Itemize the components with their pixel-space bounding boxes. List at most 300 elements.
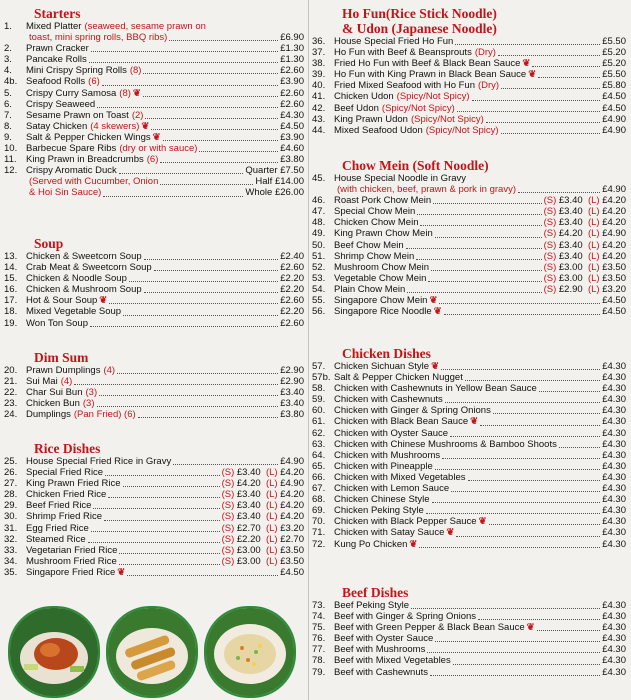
dot-leader <box>89 62 278 63</box>
section-title: Starters <box>34 6 81 21</box>
item-number: 11. <box>4 154 17 166</box>
item-number: 79. <box>312 666 326 678</box>
menu-item <box>312 372 626 383</box>
menu-item <box>4 143 304 154</box>
item-name: Kung Po Chicken <box>334 538 408 550</box>
menu-item <box>4 478 304 489</box>
dot-leader <box>108 497 219 498</box>
menu-item <box>312 405 626 416</box>
small-price: £3.40 <box>236 500 261 512</box>
section-title: Chow Mein (Soft Noodle) <box>342 158 489 173</box>
item-price: £4.30 <box>602 405 626 417</box>
large-label: (L) <box>265 511 278 523</box>
dot-leader <box>119 564 220 565</box>
dot-leader <box>426 513 600 514</box>
item-price: £2.90 <box>280 376 304 388</box>
item-number: 10. <box>4 143 18 155</box>
menu-item <box>312 173 626 184</box>
item-price: £4.50 <box>602 306 626 318</box>
item-name: Chicken with Chinese Mushrooms & Bamboo Shoots <box>334 438 557 450</box>
menu-item <box>312 461 626 472</box>
item-number: 78. <box>312 655 326 667</box>
dot-leader <box>539 391 600 392</box>
menu-item <box>312 472 626 483</box>
dot-leader <box>119 553 219 554</box>
item-note: (4 skewers) <box>90 120 140 132</box>
dot-leader <box>420 225 541 226</box>
chili-icon: ❦ <box>522 58 531 70</box>
small-label: (S) <box>543 283 557 295</box>
dot-leader <box>441 369 600 370</box>
dot-leader <box>123 486 220 487</box>
item-price: £2.20 <box>280 284 304 296</box>
menu-item <box>312 450 626 461</box>
large-price: £4.20 <box>280 467 304 479</box>
chili-icon: ❦ <box>152 131 161 143</box>
item-name: Mushroom Chow Mein <box>334 261 430 273</box>
menu-item <box>4 284 304 295</box>
item-price: £4.30 <box>602 655 626 667</box>
item-price: £4.30 <box>602 483 626 495</box>
dot-leader <box>430 675 600 676</box>
column-divider <box>308 0 309 700</box>
large-label: (L) <box>265 533 278 545</box>
item-price: £4.50 <box>602 295 626 307</box>
dot-leader <box>455 44 600 45</box>
size-prices <box>544 217 626 228</box>
chili-icon: ❦ <box>528 69 537 81</box>
item-price: £4.30 <box>602 438 626 450</box>
small-price: £3.00 <box>558 261 583 273</box>
dot-leader <box>427 652 600 653</box>
dot-leader <box>489 524 601 525</box>
menu-item <box>4 295 304 306</box>
menu-item <box>312 58 626 69</box>
item-name: Singapore Fried Rice <box>26 566 116 578</box>
item-price: £2.60 <box>280 295 304 307</box>
menu-item <box>4 132 304 143</box>
large-price: £4.20 <box>602 195 626 207</box>
item-note: (3) <box>82 398 95 410</box>
dot-leader <box>173 464 278 465</box>
item-price: £4.30 <box>602 611 626 623</box>
chili-icon: ❦ <box>99 295 108 307</box>
menu-item <box>4 65 304 76</box>
item-price: £4.90 <box>280 456 304 467</box>
item-price: £4.30 <box>602 394 626 406</box>
dot-leader <box>480 425 600 426</box>
menu-item <box>312 47 626 58</box>
item-name: Singapore Rice Noodle <box>334 306 432 318</box>
item-note: (6) <box>146 154 159 166</box>
item-number: 73. <box>312 600 326 611</box>
item-name: Steamed Rice <box>26 533 86 545</box>
item-number: 4. <box>4 65 12 77</box>
item-name: Chicken with Mixed Vegetables <box>334 471 466 483</box>
size-prices <box>544 240 626 251</box>
small-price: £3.40 <box>558 195 583 207</box>
menu-item <box>312 69 626 80</box>
item-name: Fried Mixed Seafood with Ho Fun <box>334 80 475 92</box>
chili-icon: ❦ <box>526 622 535 634</box>
item-name: Won Ton Soup <box>26 317 88 329</box>
dot-leader <box>468 480 601 481</box>
size-prices <box>222 545 304 556</box>
item-name: Beef Fried Rice <box>26 500 92 512</box>
item-number: 55. <box>312 295 326 307</box>
item-price: £5.50 <box>602 36 626 47</box>
item-name: Chicken Sichuan Style <box>334 361 430 372</box>
item-name: Beef with Green Pepper & Black Bean Sauce <box>334 622 525 634</box>
item-name: Vegetable Chow Mein <box>334 272 427 284</box>
item-number: 49. <box>312 228 326 240</box>
item-number: 43. <box>312 113 326 125</box>
item-price: £4.30 <box>602 600 626 611</box>
section-title: Ho Fun(Rice Stick Noodle) <box>342 6 497 21</box>
item-number: 4b. <box>4 76 18 88</box>
item-price: £4.30 <box>602 460 626 472</box>
item-price: £5.50 <box>602 69 626 81</box>
item-number: 35. <box>4 566 18 578</box>
large-label: (L) <box>265 544 278 556</box>
item-name: Crispy Aromatic Duck <box>26 165 117 177</box>
dot-leader <box>199 151 278 152</box>
item-note: (Spicy/Not Spicy) <box>396 91 470 103</box>
item-price: £4.30 <box>602 449 626 461</box>
item-number: 8. <box>4 120 12 132</box>
item-number: 37. <box>312 47 326 59</box>
item-name: Hot & Sour Soup <box>26 295 98 307</box>
small-price: £4.20 <box>558 228 583 240</box>
dot-leader <box>559 447 600 448</box>
item-price: £3.90 <box>280 131 304 143</box>
item-price: £5.20 <box>602 58 626 70</box>
menu-section <box>4 236 304 329</box>
menu-item <box>4 176 304 187</box>
large-price: £4.20 <box>280 500 304 512</box>
item-price: Whole £26.00 <box>245 187 304 199</box>
item-note: (Served with Cucumber, Onion <box>29 176 159 188</box>
item-name: King Prawn Fried Rice <box>26 478 121 490</box>
menu-item <box>4 500 304 511</box>
small-price: £4.20 <box>236 478 261 490</box>
dot-leader <box>532 66 600 67</box>
large-label: (L) <box>587 206 600 218</box>
menu-item <box>312 644 626 655</box>
item-number: 59. <box>312 394 326 406</box>
item-price: £2.60 <box>280 262 304 274</box>
item-number: 13. <box>4 251 18 262</box>
menu-item <box>312 494 626 505</box>
item-price: £4.30 <box>602 527 626 539</box>
duck-dish-photo <box>8 606 100 698</box>
item-name: Char Sui Bun <box>26 387 83 399</box>
dot-leader <box>144 259 279 260</box>
menu-item <box>4 376 304 387</box>
item-number: 45. <box>312 173 326 184</box>
item-number: 34. <box>4 555 18 567</box>
item-number: 54. <box>312 283 326 295</box>
item-name: Crispy Seaweed <box>26 98 96 110</box>
item-note: (8) <box>119 87 131 99</box>
item-price: £4.30 <box>602 383 626 395</box>
dot-leader <box>457 111 600 112</box>
large-price: £3.50 <box>280 544 304 556</box>
dot-leader <box>119 173 244 174</box>
menu-item <box>4 318 304 329</box>
menu-item <box>4 467 304 478</box>
item-name: Beef with Ginger & Spring Onions <box>334 611 477 623</box>
large-label: (L) <box>265 555 278 567</box>
item-number: 63. <box>312 438 326 450</box>
menu-section <box>312 6 626 136</box>
large-label: (L) <box>587 239 600 251</box>
menu-item <box>4 262 304 273</box>
menu-item <box>312 184 626 195</box>
menu-item <box>4 387 304 398</box>
item-price: £3.80 <box>280 154 304 166</box>
size-prices <box>544 273 626 284</box>
item-name: Barbecue Spare Ribs <box>26 143 117 155</box>
item-number: 1. <box>4 21 12 32</box>
item-number: 53. <box>312 272 326 284</box>
dot-leader <box>453 664 601 665</box>
item-name: King Prawn Chow Mein <box>334 228 433 240</box>
menu-item <box>4 99 304 110</box>
small-label: (S) <box>221 500 235 512</box>
item-note: (4) <box>103 365 116 376</box>
item-name: Satay Chicken <box>26 120 88 132</box>
item-number: 57. <box>312 361 326 372</box>
dot-leader <box>538 77 600 78</box>
chili-icon: ❦ <box>409 538 418 550</box>
menu-item <box>4 511 304 522</box>
item-name: Salt & Pepper Chicken Nugget <box>334 372 463 384</box>
dot-leader <box>537 630 601 631</box>
item-price: £2.40 <box>280 251 304 262</box>
item-price: £4.60 <box>280 143 304 155</box>
item-note: (with chicken, beef, prawn & pork in gravy) <box>337 184 516 196</box>
small-label: (S) <box>543 206 557 218</box>
item-name: Chicken with Ginger & Spring Onions <box>334 405 491 417</box>
small-label: (S) <box>543 228 557 240</box>
small-price: £3.40 <box>236 511 261 523</box>
size-prices <box>544 228 626 239</box>
menu-section <box>312 346 626 550</box>
menu-item <box>312 667 626 678</box>
dot-leader <box>439 303 600 304</box>
item-number: 50. <box>312 239 326 251</box>
dot-leader <box>93 508 219 509</box>
dot-leader <box>433 203 541 204</box>
item-number: 33. <box>4 544 18 556</box>
item-price: £4.30 <box>602 505 626 517</box>
item-name: Chicken Bun <box>26 398 80 410</box>
dot-leader <box>435 237 542 238</box>
item-price: £2.90 <box>280 365 304 376</box>
size-prices <box>544 195 626 206</box>
size-prices <box>222 500 304 511</box>
item-number: 3. <box>4 54 12 66</box>
small-label: (S) <box>221 478 235 490</box>
large-price: £3.50 <box>280 555 304 567</box>
item-name: Dumplings <box>26 409 71 421</box>
dot-leader <box>442 458 600 459</box>
item-note: toast, mini spring rolls, BBQ ribs) <box>29 32 168 44</box>
item-name: Chicken with Black Pepper Sauce <box>334 516 477 528</box>
dot-leader <box>169 40 278 41</box>
item-number: 38. <box>312 58 326 70</box>
large-price: £4.20 <box>602 250 626 262</box>
small-price: £2.70 <box>236 522 261 534</box>
menu-item <box>312 428 626 439</box>
item-name: Shrimp Fried Rice <box>26 511 103 523</box>
dot-leader <box>105 475 219 476</box>
size-prices <box>222 478 304 489</box>
item-number: 60. <box>312 405 326 417</box>
item-number: 42. <box>312 102 326 114</box>
menu-section <box>312 158 626 317</box>
menu-item <box>312 125 626 136</box>
item-price: £4.30 <box>602 427 626 439</box>
item-price: £3.80 <box>280 409 304 421</box>
dot-leader <box>99 395 278 396</box>
large-label: (L) <box>587 195 600 207</box>
item-number: 39. <box>312 69 326 81</box>
item-price: £2.60 <box>280 87 304 99</box>
item-name: Mixed Platter <box>26 21 82 32</box>
item-name: Beef Peking Style <box>334 600 409 611</box>
chili-icon: ❦ <box>429 295 438 307</box>
menu-item <box>312 262 626 273</box>
menu-item <box>312 633 626 644</box>
item-note: (4) <box>60 376 73 388</box>
dot-leader <box>91 531 220 532</box>
item-price: £4.30 <box>602 494 626 506</box>
item-number: 41. <box>312 91 326 103</box>
menu-item <box>4 273 304 284</box>
menu-item <box>4 154 304 165</box>
dot-leader <box>102 85 278 86</box>
item-number: 21. <box>4 376 18 388</box>
item-price: £4.30 <box>602 361 626 372</box>
item-name: Special Fried Rice <box>26 467 104 479</box>
item-number: 68. <box>312 494 326 506</box>
menu-item <box>4 121 304 132</box>
item-number: 71. <box>312 527 326 539</box>
menu-item <box>312 539 626 550</box>
section-title: Dim Sum <box>34 350 89 365</box>
dot-leader <box>143 96 278 97</box>
large-price: £4.20 <box>280 489 304 501</box>
menu-item <box>4 556 304 567</box>
menu-item <box>312 527 626 538</box>
dot-leader <box>428 281 541 282</box>
dot-leader <box>419 547 600 548</box>
item-number: 74. <box>312 611 326 623</box>
section-title: Soup <box>34 236 64 251</box>
item-name: Prawn Cracker <box>26 43 89 55</box>
large-price: £3.50 <box>602 272 626 284</box>
item-number: 22. <box>4 387 18 399</box>
small-price: £3.00 <box>558 272 583 284</box>
item-name: Special Chow Mein <box>334 206 416 218</box>
dot-leader <box>138 417 279 418</box>
dot-leader <box>445 402 600 403</box>
large-price: £3.20 <box>280 522 304 534</box>
size-prices <box>544 262 626 273</box>
item-number: 20. <box>4 365 18 376</box>
item-name: Beef with Cashewnuts <box>334 666 428 678</box>
dot-leader <box>143 73 278 74</box>
menu-item <box>4 187 304 198</box>
menu-item <box>4 21 304 32</box>
item-number: 9. <box>4 131 12 143</box>
menu-item <box>312 273 626 284</box>
item-name: Chicken with Mushrooms <box>334 449 441 461</box>
large-price: £4.20 <box>280 511 304 523</box>
menu-item <box>312 251 626 262</box>
item-name: Sui Mai <box>26 376 58 388</box>
large-label: (L) <box>587 272 600 284</box>
item-name: Plain Chow Mein <box>334 283 406 295</box>
item-note: (Spicy/Not Spicy) <box>410 113 484 125</box>
small-price: £3.40 <box>558 217 583 229</box>
dot-leader <box>163 140 279 141</box>
small-label: (S) <box>221 555 235 567</box>
item-number: 19. <box>4 317 18 329</box>
dot-leader <box>493 413 600 414</box>
chili-icon: ❦ <box>431 361 440 372</box>
item-name: Singapore Chow Mein <box>334 295 428 307</box>
item-price: £4.30 <box>602 416 626 428</box>
item-name: Fried Ho Fun with Beef & Black Bean Sauce <box>334 58 521 70</box>
menu-item <box>312 394 626 405</box>
dot-leader <box>151 129 278 130</box>
small-label: (S) <box>543 195 557 207</box>
item-name: Roast Pork Chow Mein <box>334 195 432 207</box>
item-name: Chicken with Cashewnuts in Yellow Bean Sauce <box>334 383 537 395</box>
menu-item <box>312 611 626 622</box>
item-number: 25. <box>4 456 18 467</box>
item-number: 64. <box>312 449 326 461</box>
item-name: House Special Noodle in Gravy <box>334 173 467 184</box>
chili-icon: ❦ <box>132 87 141 99</box>
item-note: & Hoi Sin Sauce) <box>29 187 102 199</box>
large-price: £4.90 <box>602 228 626 240</box>
item-price: Quarter £7.50 <box>245 165 304 177</box>
size-prices <box>544 251 626 262</box>
item-name: Chicken with Oyster Sauce <box>334 427 449 439</box>
item-name: Mixed Seafood Udon <box>334 124 423 136</box>
item-number: 69. <box>312 505 326 517</box>
item-name: Chicken & Mushroom Soup <box>26 284 142 296</box>
item-price: £2.20 <box>280 306 304 318</box>
item-number: 58. <box>312 383 326 395</box>
menu-item <box>4 545 304 556</box>
chili-icon: ❦ <box>446 527 455 539</box>
menu-item <box>312 114 626 125</box>
dot-leader <box>501 133 601 134</box>
item-name: Chicken with Cashewnuts <box>334 394 443 406</box>
item-note: (Spicy/Not Spicy) <box>381 102 455 114</box>
small-price: £3.40 <box>558 206 583 218</box>
item-note: (6) <box>88 76 100 88</box>
large-price: £3.50 <box>602 261 626 273</box>
item-price: £4.30 <box>602 538 626 550</box>
menu-item <box>312 600 626 611</box>
size-prices <box>222 523 304 534</box>
